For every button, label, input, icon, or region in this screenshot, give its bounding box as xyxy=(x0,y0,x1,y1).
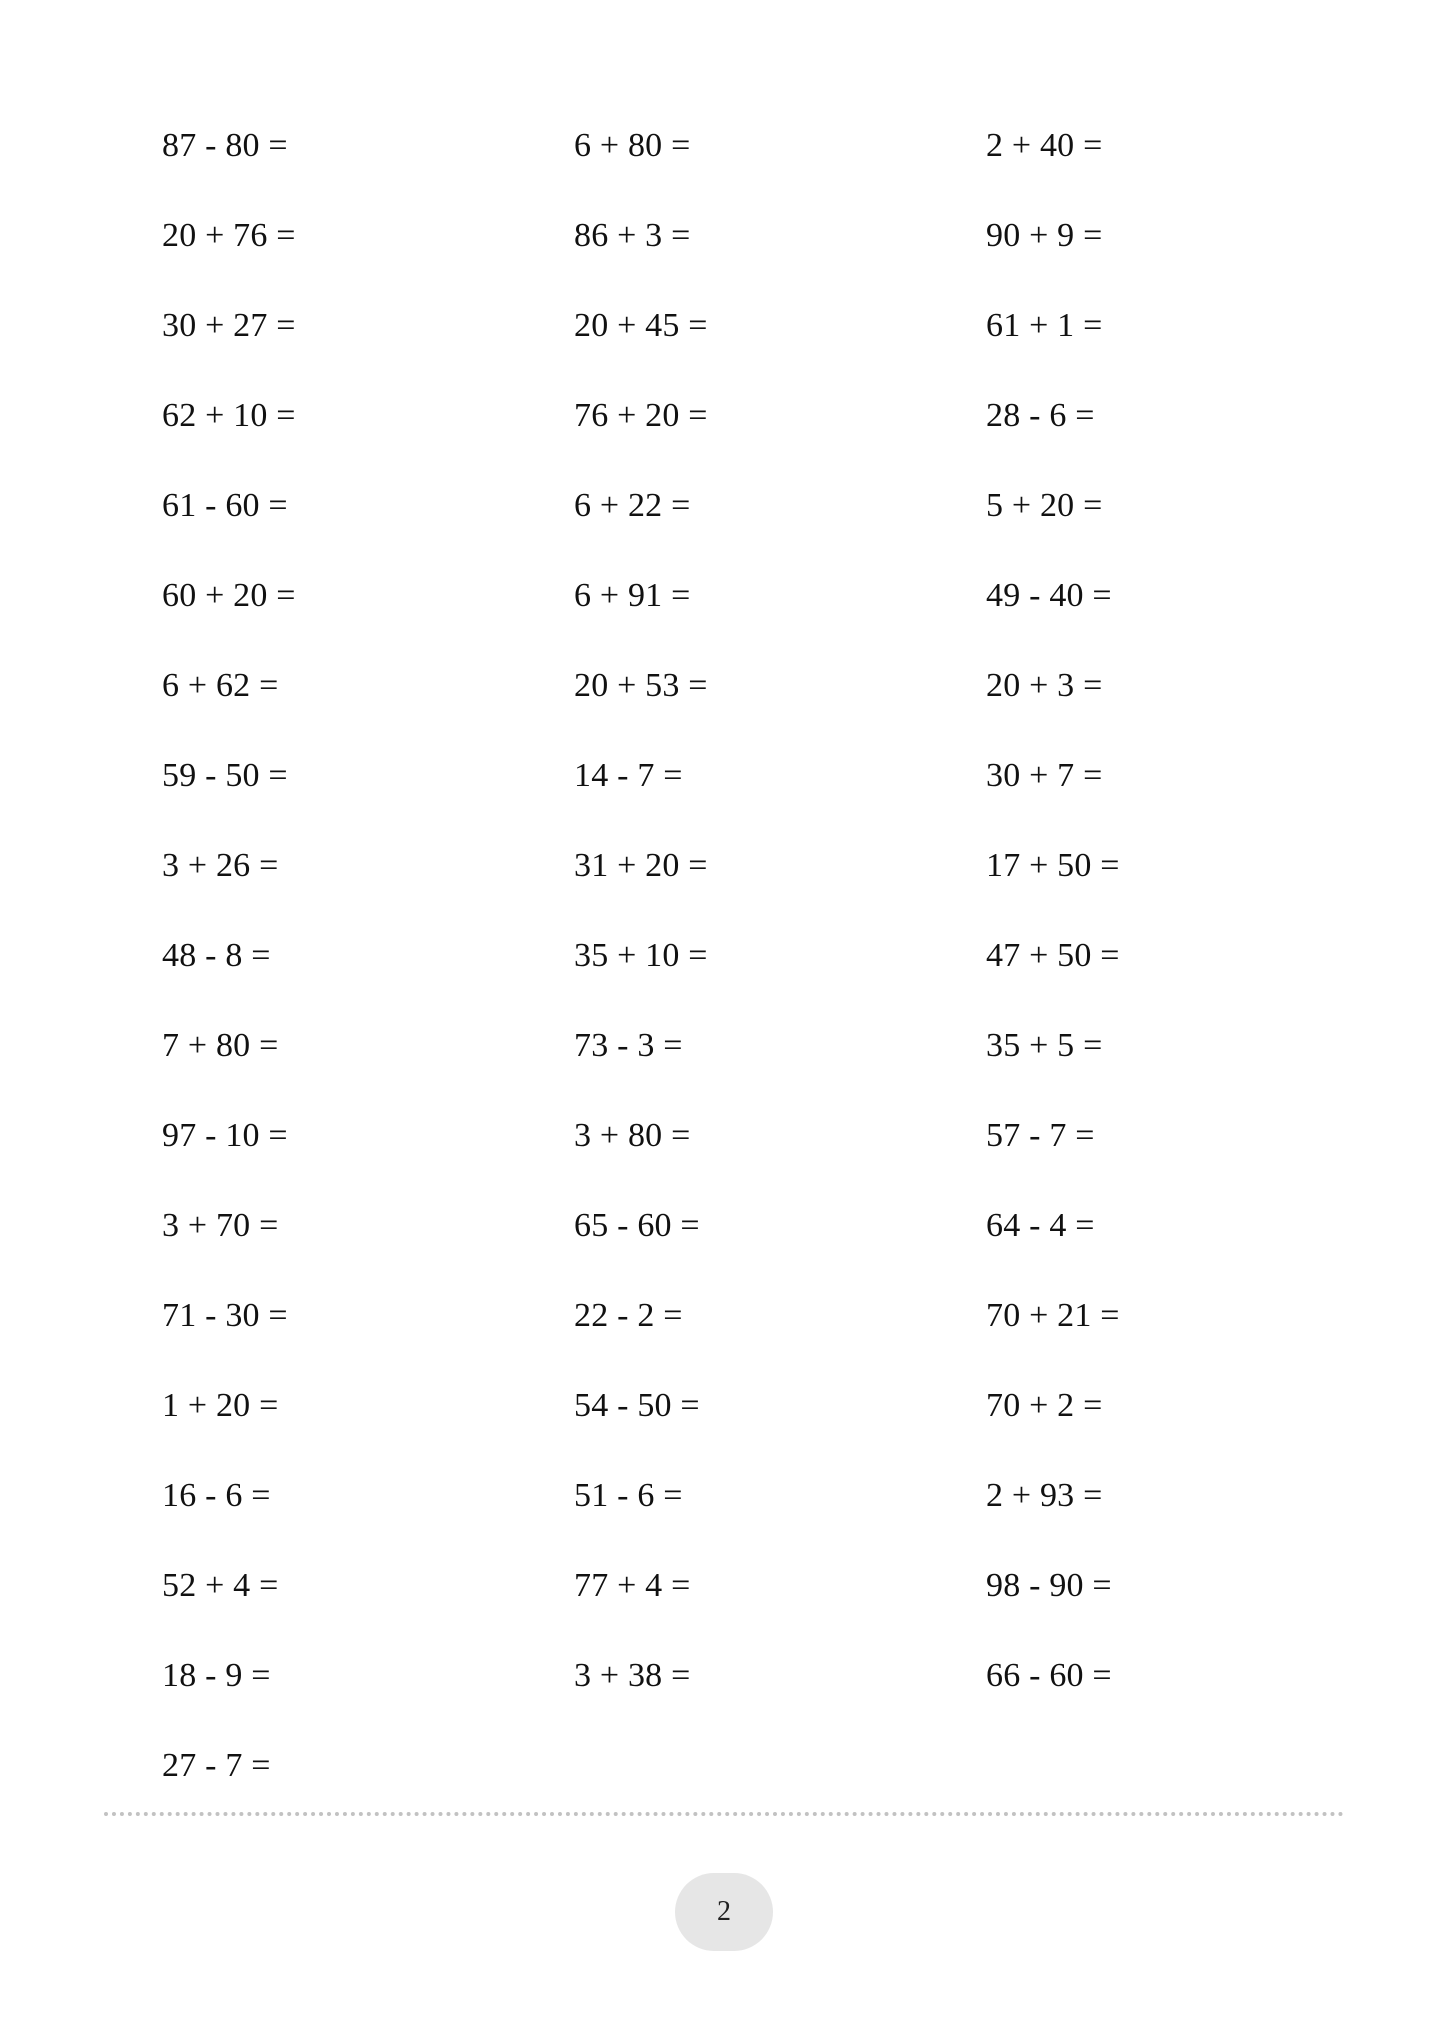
dotted-divider xyxy=(104,1812,1344,1816)
math-problem: 90 + 9 = xyxy=(986,217,1103,254)
math-problem: 73 - 3 = xyxy=(574,1027,683,1064)
math-problem: 65 - 60 = xyxy=(574,1207,700,1244)
math-problem: 77 + 4 = xyxy=(574,1567,691,1604)
math-problem: 70 + 21 = xyxy=(986,1297,1120,1334)
math-problem: 59 - 50 = xyxy=(162,757,288,794)
math-problem: 18 - 9 = xyxy=(162,1657,271,1694)
math-problem: 48 - 8 = xyxy=(162,937,271,974)
math-problem: 7 + 80 = xyxy=(162,1027,279,1064)
math-problem: 6 + 22 = xyxy=(574,487,691,524)
math-problem: 22 - 2 = xyxy=(574,1297,683,1334)
math-problem: 60 + 20 = xyxy=(162,577,296,614)
math-problem: 3 + 26 = xyxy=(162,847,279,884)
math-problem: 61 - 60 = xyxy=(162,487,288,524)
math-problem: 57 - 7 = xyxy=(986,1117,1095,1154)
math-problem: 47 + 50 = xyxy=(986,937,1120,974)
math-problem: 20 + 76 = xyxy=(162,217,296,254)
math-problem: 97 - 10 = xyxy=(162,1117,288,1154)
math-problem: 17 + 50 = xyxy=(986,847,1120,884)
math-problem: 49 - 40 = xyxy=(986,577,1112,614)
math-problem: 31 + 20 = xyxy=(574,847,708,884)
math-problem: 35 + 5 = xyxy=(986,1027,1103,1064)
math-problem: 3 + 38 = xyxy=(574,1657,691,1694)
math-problem: 98 - 90 = xyxy=(986,1567,1112,1604)
math-problem: 6 + 62 = xyxy=(162,667,279,704)
math-problem: 62 + 10 = xyxy=(162,397,296,434)
math-problem: 27 - 7 = xyxy=(162,1747,271,1784)
math-problem: 64 - 4 = xyxy=(986,1207,1095,1244)
math-problem: 66 - 60 = xyxy=(986,1657,1112,1694)
math-problem: 1 + 20 = xyxy=(162,1387,279,1424)
math-problem: 2 + 40 = xyxy=(986,127,1103,164)
math-problem: 51 - 6 = xyxy=(574,1477,683,1514)
math-problem: 6 + 80 = xyxy=(574,127,691,164)
math-problem: 20 + 45 = xyxy=(574,307,708,344)
page-number-badge: 2 xyxy=(675,1873,773,1951)
math-problem: 5 + 20 = xyxy=(986,487,1103,524)
math-problem: 87 - 80 = xyxy=(162,127,288,164)
math-problem: 30 + 27 = xyxy=(162,307,296,344)
math-problem: 71 - 30 = xyxy=(162,1297,288,1334)
math-problem: 86 + 3 = xyxy=(574,217,691,254)
math-problem: 20 + 3 = xyxy=(986,667,1103,704)
math-problem: 14 - 7 = xyxy=(574,757,683,794)
math-problem: 54 - 50 = xyxy=(574,1387,700,1424)
math-problem: 3 + 70 = xyxy=(162,1207,279,1244)
math-problem: 6 + 91 = xyxy=(574,577,691,614)
math-problem: 3 + 80 = xyxy=(574,1117,691,1154)
math-problem: 52 + 4 = xyxy=(162,1567,279,1604)
math-problem: 35 + 10 = xyxy=(574,937,708,974)
math-problem: 28 - 6 = xyxy=(986,397,1095,434)
math-problem: 70 + 2 = xyxy=(986,1387,1103,1424)
math-problem: 61 + 1 = xyxy=(986,307,1103,344)
problem-grid xyxy=(162,110,1362,1820)
math-problem: 30 + 7 = xyxy=(986,757,1103,794)
math-problem: 20 + 53 = xyxy=(574,667,708,704)
math-problem: 2 + 93 = xyxy=(986,1477,1103,1514)
math-problem: 76 + 20 = xyxy=(574,397,708,434)
math-problem: 16 - 6 = xyxy=(162,1477,271,1514)
